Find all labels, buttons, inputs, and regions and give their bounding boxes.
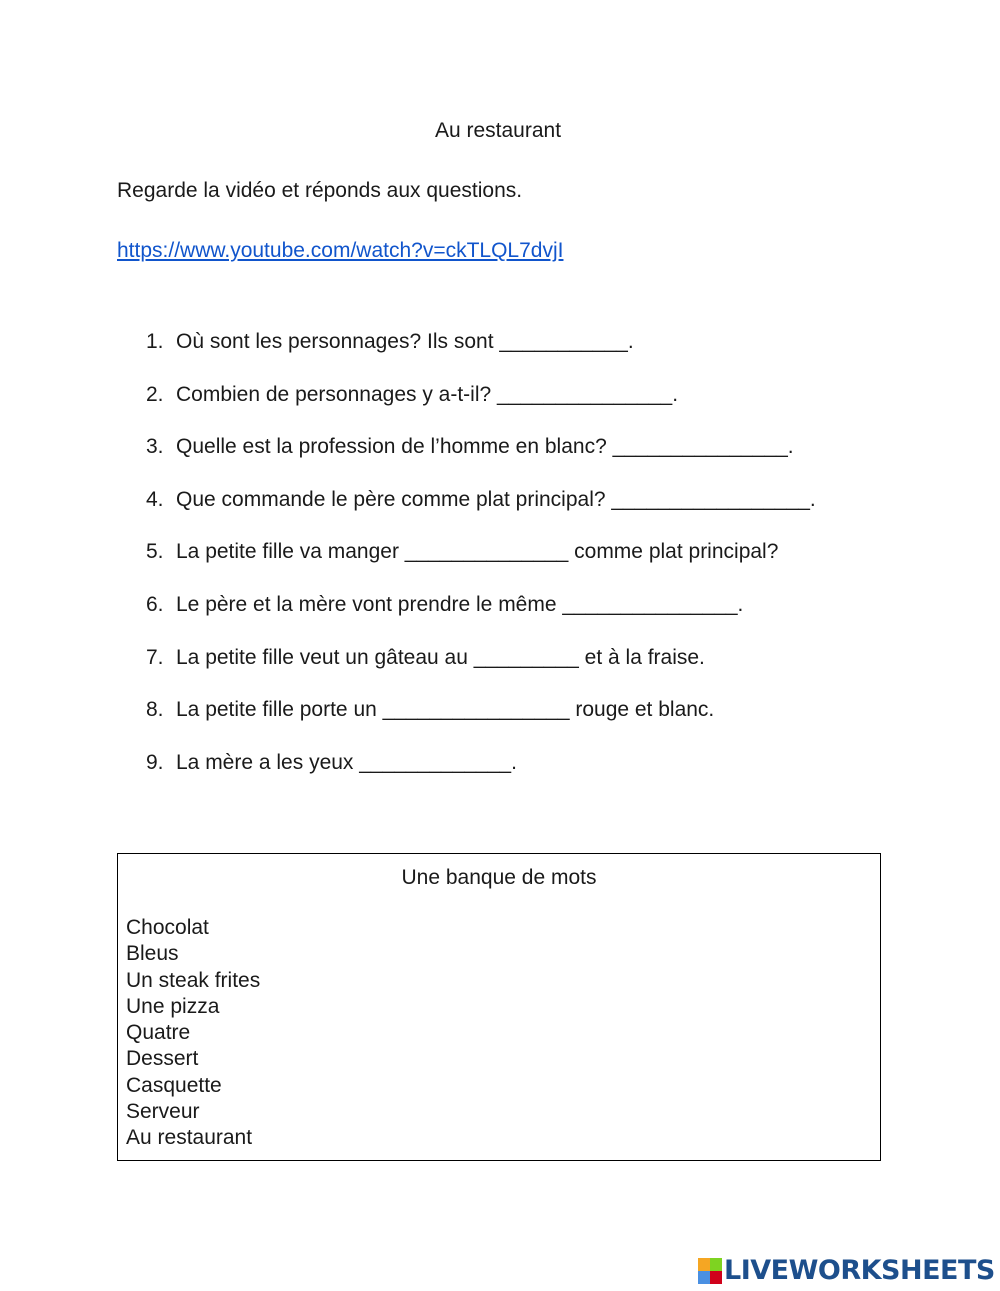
word-bank-item: Un steak frites xyxy=(126,968,261,992)
question-item xyxy=(146,487,816,540)
question-item xyxy=(146,539,816,592)
worksheet-title: Au restaurant xyxy=(434,119,562,142)
question-number: 6. xyxy=(146,592,164,616)
question-text: La petite fille veut un gâteau au _________ et à la fraise. xyxy=(176,645,705,669)
badge-cell xyxy=(710,1271,722,1284)
question-number: 3. xyxy=(146,435,164,459)
question-text: Où sont les personnages? Ils sont ___________. xyxy=(176,330,634,353)
question-text: Que commande le père comme plat principal? _________________. xyxy=(176,487,816,511)
question-number: 4. xyxy=(146,487,164,511)
word-bank-item: Une pizza xyxy=(126,994,220,1018)
question-number: 7. xyxy=(146,645,164,669)
word-bank-box xyxy=(117,853,881,1161)
question-item xyxy=(146,329,816,382)
question-item xyxy=(146,750,816,803)
video-link[interactable]: https://www.youtube.com/watch?v=ckTLQL7dvjI xyxy=(117,239,564,262)
liveworksheets-logo xyxy=(698,1256,995,1286)
question-text: La mère a les yeux _____________. xyxy=(176,750,517,774)
question-number: 5. xyxy=(146,540,164,564)
question-text: La petite fille porte un ________________ rouge et blanc. xyxy=(176,698,715,722)
question-number: 1. xyxy=(146,330,164,353)
badge-cell xyxy=(698,1271,710,1284)
logo-text: LIVEWORKSHEETS xyxy=(724,1255,995,1286)
question-item xyxy=(146,592,816,645)
word-bank-item: Casquette xyxy=(126,1073,222,1097)
word-bank-item: Chocolat xyxy=(126,916,209,939)
question-number: 8. xyxy=(146,698,164,722)
word-bank-item: Quatre xyxy=(126,1021,191,1045)
logo-badge-icon xyxy=(698,1258,722,1284)
word-bank-item: Dessert xyxy=(126,1047,199,1071)
question-text: Le père et la mère vont prendre le même _______________. xyxy=(176,592,744,616)
instruction-text: Regarde la vidéo et réponds aux questions. xyxy=(117,179,523,202)
word-bank-title: Une banque de mots xyxy=(401,866,597,889)
question-text: Combien de personnages y a-t-il? _______________. xyxy=(176,382,679,406)
word-bank-item: Au restaurant xyxy=(126,1126,253,1150)
question-number: 2. xyxy=(146,382,164,406)
question-item xyxy=(146,645,816,698)
question-number: 9. xyxy=(146,750,164,774)
question-item xyxy=(146,697,816,750)
question-item xyxy=(146,434,816,487)
word-bank-list xyxy=(126,915,260,1152)
question-list xyxy=(146,329,816,802)
question-item xyxy=(146,382,816,435)
badge-cell xyxy=(698,1258,710,1271)
word-bank-item: Bleus xyxy=(126,942,179,966)
badge-cell xyxy=(710,1258,722,1271)
word-bank-item: Serveur xyxy=(126,1100,200,1124)
question-text: Quelle est la profession de l’homme en blanc? _______________. xyxy=(176,435,794,459)
question-text: La petite fille va manger ______________ comme plat principal? xyxy=(176,540,779,564)
